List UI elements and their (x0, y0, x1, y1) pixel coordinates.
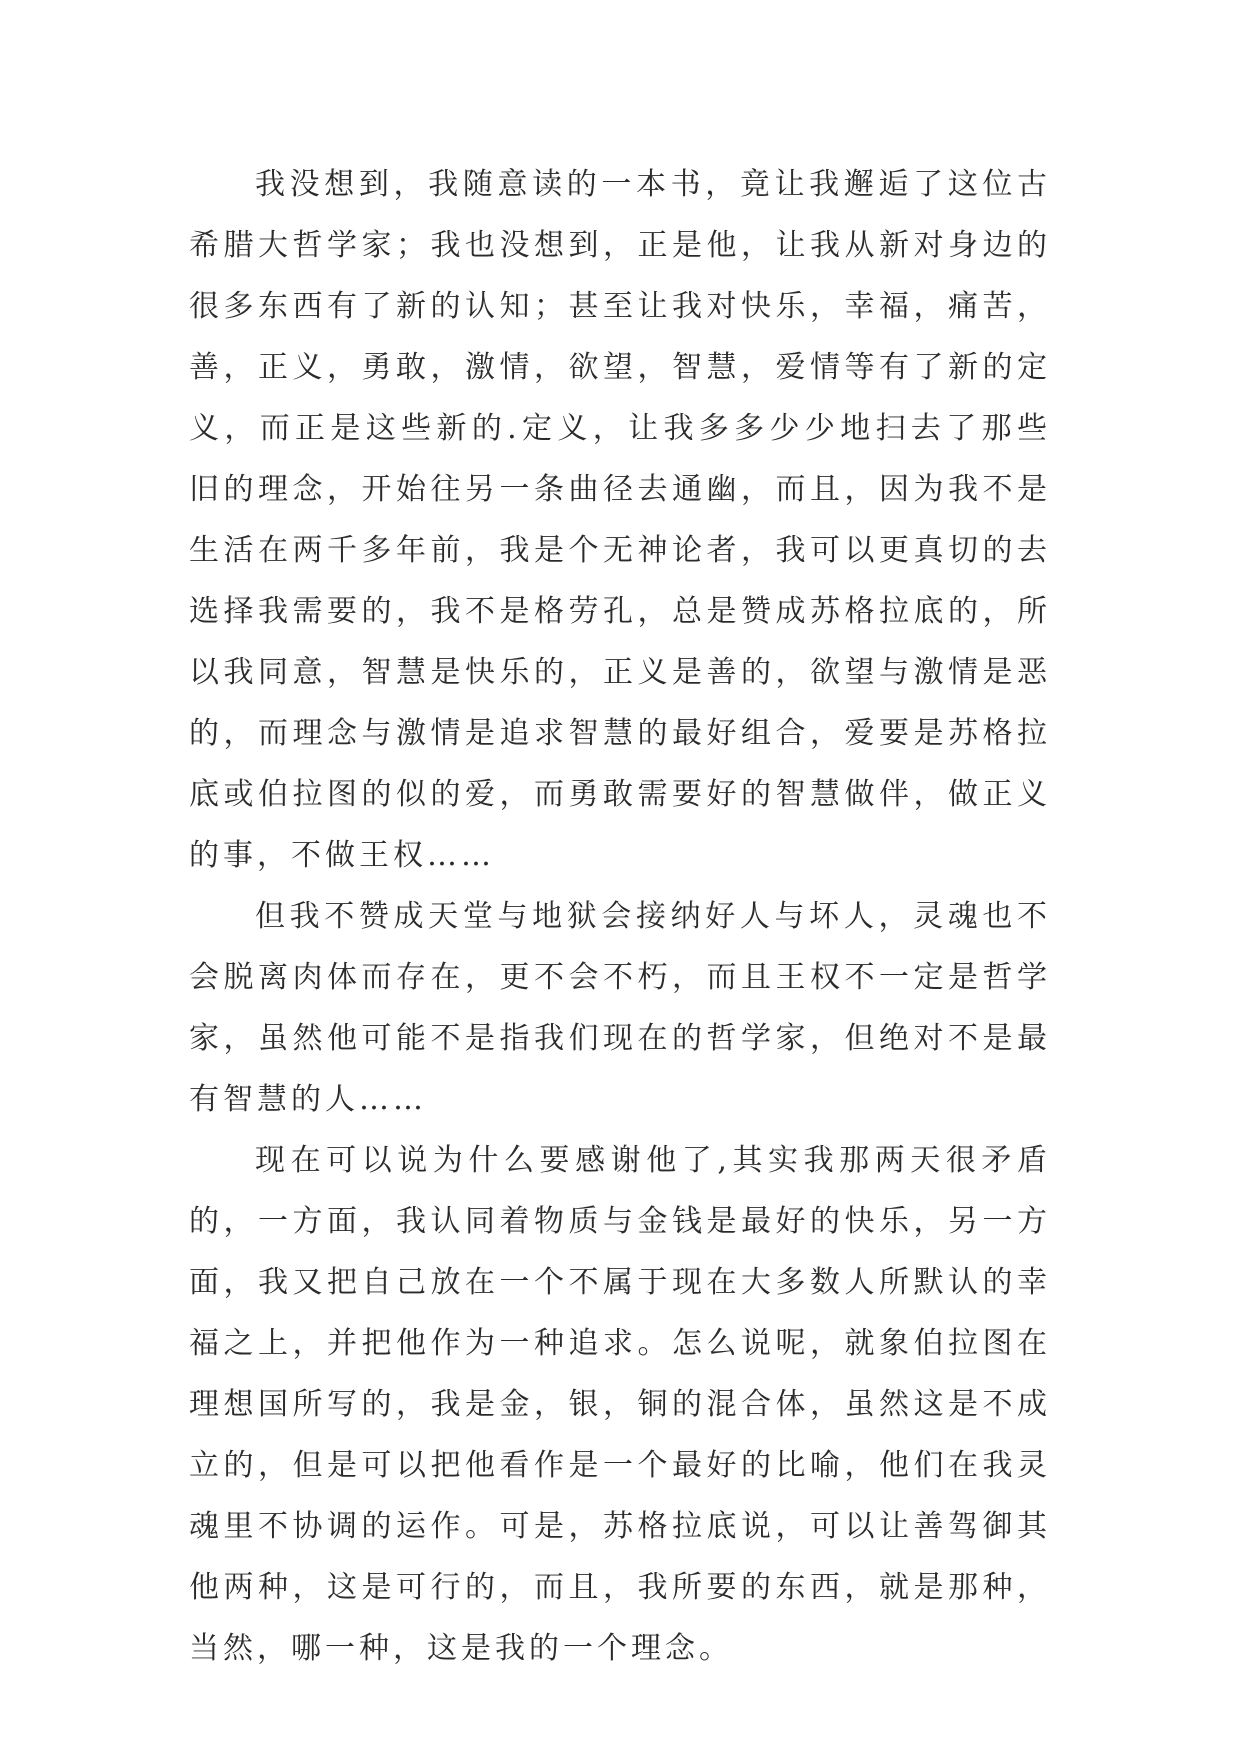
paragraph-2: 但我不赞成天堂与地狱会接纳好人与坏人，灵魂也不会脱离肉体而存在，更不会不朽，而且王权不一定是哲学家，虽然他可能不是指我们现在的哲学家，但绝对不是最有智慧的人…… (189, 899, 1051, 1117)
paragraph-1: 我没想到，我随意读的一本书，竟让我邂逅了这位古希腊大哲学家；我也没想到，正是他，让我从新对身边的很多东西有了新的认知；甚至让我对快乐，幸福，痛苦，善，正义，勇敢，激情，欲望，智慧，爱情等有了新的定义，而正是这些新的.定义，让我多多少少地扫去了那些旧的理念，开始往另一条曲径去通幽，而且，因为我不是生活在两千多年前，我是个无神论者，我可以更真切的去选择我需要的，我不是格劳孔，总是赞成苏格拉底的，所以我同意，智慧是快乐的，正义是善的，欲望与激情是恶的，而理念与激情是追求智慧的最好组合，爱要是苏格拉底或伯拉图的似的爱，而勇敢需要好的智慧做伴，做正义的事，不做王权…… (189, 167, 1051, 873)
paragraph-3: 现在可以说为什么要感谢他了,其实我那两天很矛盾的，一方面，我认同着物质与金钱是最好的快乐，另一方面，我又把自己放在一个不属于现在大多数人所默认的幸福之上，并把他作为一种追求。怎么说呢，就象伯拉图在理想国所写的，我是金，银，铜的混合体，虽然这是不成立的，但是可以把他看作是一个最好的比喻，他们在我灵魂里不协调的运作。可是，苏格拉底说，可以让善驾御其他两种，这是可行的，而且，我所要的东西，就是那种，当然，哪一种，这是我的一个理念。 (189, 1143, 1051, 1666)
body-text (189, 154, 1051, 1679)
